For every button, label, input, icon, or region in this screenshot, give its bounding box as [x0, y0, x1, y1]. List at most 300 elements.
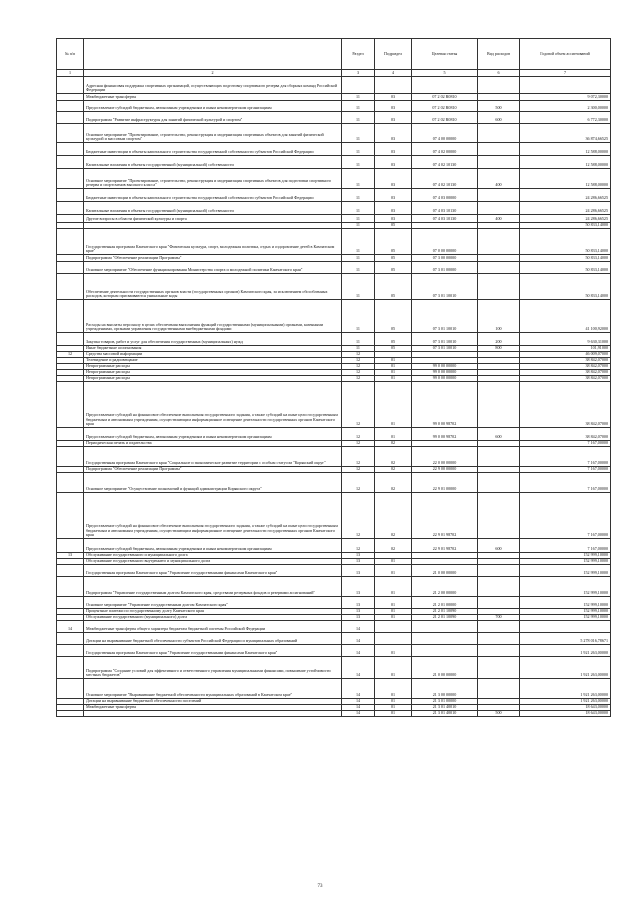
table-row — [57, 94, 611, 101]
row-section: 12 — [342, 358, 375, 364]
row-subsection — [375, 621, 412, 633]
row-name: Дотации на выравнивание бюджетной обеспеченности поселений — [84, 699, 342, 705]
row-target-item: 21 2 01 10090 — [412, 609, 478, 615]
column-number-row — [57, 70, 611, 77]
row-section: 11 — [342, 229, 375, 255]
row-target-item: 07 3 01 10010 — [412, 274, 478, 300]
row-expense-type — [478, 633, 520, 645]
column-number: 5 — [412, 70, 478, 77]
row-amount: 152 999,10000 — [520, 553, 611, 559]
row-name: Капитальные вложения в объекты государственной (муниципальной) собственности — [84, 156, 342, 169]
row-amount: 1 921 263,00000 — [520, 699, 611, 705]
row-name: Процентные платежи по государственному долгу Камчатского края — [84, 609, 342, 615]
row-section: 13 — [342, 615, 375, 621]
row-number — [57, 565, 84, 577]
row-name: Иные бюджетные ассигнования — [84, 346, 342, 352]
row-number — [57, 274, 84, 300]
row-name: Непрограммные расходы — [84, 364, 342, 370]
row-target-item: 07 2 02 R0810 — [412, 112, 478, 124]
row-section: 11 — [342, 255, 375, 262]
row-expense-type — [478, 255, 520, 262]
row-section — [342, 77, 375, 94]
table-row — [57, 169, 611, 189]
row-number — [57, 645, 84, 657]
row-name: Подпрограмма "Обеспечение реализации Программы" — [84, 467, 342, 473]
row-section: 11 — [342, 274, 375, 300]
row-amount: 7 167,00000 — [520, 473, 611, 493]
row-subsection: 02 — [375, 441, 412, 447]
row-name: Основное мероприятие "Проектирование, строительство, реконструкция и модернизация спортивных объектов для занятий физической культурой и массовым спортом" — [84, 124, 342, 143]
row-name: Межбюджетные трансферты — [84, 705, 342, 711]
row-expense-type — [478, 493, 520, 539]
row-name: Межбюджетные трансферты — [84, 94, 342, 101]
row-target-item: 07 3 01 10010 — [412, 333, 478, 346]
row-name: Непрограммные расходы — [84, 376, 342, 382]
row-target-item: 07 2 02 R0810 — [412, 94, 478, 101]
row-target-item: 21 3 01 40010 — [412, 711, 478, 717]
row-section: 12 — [342, 382, 375, 428]
row-amount: 7 167,00000 — [520, 447, 611, 467]
row-number: 13 — [57, 553, 84, 559]
row-subsection: 05 — [375, 333, 412, 346]
row-name: Непрограммные расходы — [84, 370, 342, 376]
row-amount: 1 921 263,00000 — [520, 679, 611, 699]
row-amount: 46 009,07000 — [520, 352, 611, 358]
header-annual-amount: Годовой объем ассигнований — [520, 39, 611, 70]
row-subsection: 03 — [375, 169, 412, 189]
row-target-item: 07 3 01 10010 — [412, 300, 478, 333]
row-target-item: 21 3 01 00000 — [412, 699, 478, 705]
row-expense-type — [478, 189, 520, 202]
row-number — [57, 215, 84, 223]
table-row — [57, 493, 611, 539]
row-name: Капитальные вложения в объекты государственной (муниципальной) собственности — [84, 202, 342, 215]
row-subsection: 05 — [375, 300, 412, 333]
table-row — [57, 189, 611, 202]
table-row — [57, 382, 611, 428]
table-row — [57, 428, 611, 441]
row-amount: 152 999,10000 — [520, 615, 611, 621]
row-subsection: 01 — [375, 559, 412, 565]
table-row — [57, 262, 611, 274]
row-amount: 9 072,30000 — [520, 94, 611, 101]
row-name: Закупка товаров, работ и услуг для обеспечения государственных (муниципальных) нужд — [84, 333, 342, 346]
row-expense-type — [478, 577, 520, 597]
row-amount: 7 167,00000 — [520, 493, 611, 539]
row-subsection: 02 — [375, 493, 412, 539]
row-target-item: 07 4 02 10130 — [412, 156, 478, 169]
row-amount: 50 833,14000 — [520, 229, 611, 255]
table-row — [57, 202, 611, 215]
table-row — [57, 112, 611, 124]
row-target-item — [412, 633, 478, 645]
table-row — [57, 577, 611, 597]
row-name: Бюджетные инвестиции в объекты капитального строительства государственной собственности субъектов Российской Федерации — [84, 143, 342, 156]
row-amount: 38 842,07000 — [520, 428, 611, 441]
row-expense-type — [478, 382, 520, 428]
row-target-item: 21 3 01 40010 — [412, 705, 478, 711]
row-section: 13 — [342, 565, 375, 577]
row-target-item: 99 0 00 98702 — [412, 382, 478, 428]
row-target-item: 07 3 00 00000 — [412, 255, 478, 262]
table-row — [57, 215, 611, 223]
row-section: 14 — [342, 633, 375, 645]
row-target-item: 07 4 00 00000 — [412, 124, 478, 143]
row-number — [57, 597, 84, 609]
row-target-item: 07 4 03 10130 — [412, 215, 478, 223]
row-subsection: 03 — [375, 143, 412, 156]
row-target-item: 07 0 00 00000 — [412, 229, 478, 255]
row-section: 12 — [342, 428, 375, 441]
table-row — [57, 447, 611, 467]
row-expense-type: 100 — [478, 300, 520, 333]
row-target-item: 99 0 00 00000 — [412, 370, 478, 376]
table-row — [57, 255, 611, 262]
table-row — [57, 539, 611, 553]
row-number: 14 — [57, 621, 84, 633]
row-name: Государственная программа Камчатского края "Управление государственными финансами Камчатского края" — [84, 565, 342, 577]
row-section: 13 — [342, 609, 375, 615]
row-expense-type: 400 — [478, 215, 520, 223]
row-section: 11 — [342, 333, 375, 346]
row-amount: 24 286,66525 — [520, 215, 611, 223]
row-subsection: 03 — [375, 124, 412, 143]
row-number — [57, 711, 84, 717]
row-amount: 1 921 263,00000 — [520, 657, 611, 679]
header-section: Раздел — [342, 39, 375, 70]
table-row — [57, 711, 611, 717]
row-subsection: 01 — [375, 679, 412, 699]
row-target-item: 21 0 00 00000 — [412, 565, 478, 577]
table-row — [57, 229, 611, 255]
row-subsection: 03 — [375, 202, 412, 215]
row-subsection: 01 — [375, 609, 412, 615]
row-target-item: 22 9 01 98702 — [412, 539, 478, 553]
row-name: Обслуживание государственного внутреннего и муниципального долга — [84, 559, 342, 565]
row-name: Подпрограмма "Развитие инфраструктуры для занятий физической культурой и спортом" — [84, 112, 342, 124]
row-name: Обслуживание государственного (муниципального) долга — [84, 615, 342, 621]
row-amount: 6 772,30000 — [520, 112, 611, 124]
row-amount: 50 833,14000 — [520, 223, 611, 229]
row-target-item: 99 0 00 98702 — [412, 428, 478, 441]
row-target-item: 07 4 02 00000 — [412, 143, 478, 156]
row-expense-type: 500 — [478, 711, 520, 717]
row-expense-type — [478, 621, 520, 633]
row-number — [57, 202, 84, 215]
row-subsection: 01 — [375, 597, 412, 609]
row-expense-type — [478, 645, 520, 657]
table-header — [57, 39, 611, 70]
row-section: 14 — [342, 679, 375, 699]
row-section: 12 — [342, 352, 375, 358]
row-expense-type: 600 — [478, 539, 520, 553]
row-name: Межбюджетные трансферты общего характера бюджетам бюджетной системы Российской Федерации — [84, 621, 342, 633]
row-expense-type — [478, 565, 520, 577]
row-section: 12 — [342, 370, 375, 376]
row-number — [57, 657, 84, 679]
row-name: Телевидение и радиовещание — [84, 358, 342, 364]
row-expense-type — [478, 77, 520, 94]
row-amount: 38 842,07000 — [520, 358, 611, 364]
row-target-item: 22 9 00 00000 — [412, 467, 478, 473]
row-name: Предоставление субсидий бюджетным, автономным учреждениям и иным некоммерческим организациям — [84, 101, 342, 112]
row-name: Обеспечение деятельности государственных органов власти (государственных органов) Камчатского края, за исключением обособленных расходов, которым присваиваются уникальные коды — [84, 274, 342, 300]
row-expense-type: 600 — [478, 428, 520, 441]
row-target-item: 22 9 01 00000 — [412, 473, 478, 493]
row-subsection: 03 — [375, 215, 412, 223]
row-amount: 7 167,00000 — [520, 539, 611, 553]
row-number — [57, 539, 84, 553]
row-number — [57, 633, 84, 645]
row-subsection: 02 — [375, 467, 412, 473]
row-number — [57, 382, 84, 428]
row-expense-type — [478, 202, 520, 215]
header-expense-type: Вид расходов — [478, 39, 520, 70]
row-expense-type — [478, 657, 520, 679]
column-number: 7 — [520, 70, 611, 77]
row-amount: 152 999,10000 — [520, 565, 611, 577]
row-subsection: 05 — [375, 255, 412, 262]
row-subsection: 03 — [375, 112, 412, 124]
column-number: 1 — [57, 70, 84, 77]
row-section: 11 — [342, 143, 375, 156]
row-subsection: 01 — [375, 382, 412, 428]
row-subsection: 01 — [375, 705, 412, 711]
budget-table — [56, 38, 611, 717]
row-subsection: 01 — [375, 565, 412, 577]
row-amount: 38 842,07000 — [520, 376, 611, 382]
table-row — [57, 645, 611, 657]
row-name: Государственная программа Камчатского края "Социальное и экономическое развитие территории с особым статусом "Корякский округ" — [84, 447, 342, 467]
row-name: Предоставление субсидий бюджетным, автономным учреждениям и иным некоммерческим организациям — [84, 428, 342, 441]
table-row — [57, 77, 611, 94]
row-name: Периодическая печать и издательства — [84, 441, 342, 447]
row-name: Средства массовой информации — [84, 352, 342, 358]
row-amount: 50 833,14000 — [520, 262, 611, 274]
row-subsection: 05 — [375, 274, 412, 300]
table-row — [57, 679, 611, 699]
row-expense-type: 200 — [478, 333, 520, 346]
row-section: 11 — [342, 112, 375, 124]
row-amount: 5 278 016,78671 — [520, 633, 611, 645]
row-section: 12 — [342, 447, 375, 467]
row-target-item: 07 2 02 R0810 — [412, 101, 478, 112]
row-number — [57, 229, 84, 255]
row-subsection: 03 — [375, 101, 412, 112]
column-number: 2 — [84, 70, 342, 77]
row-section: 13 — [342, 577, 375, 597]
table-row — [57, 156, 611, 169]
row-subsection: 01 — [375, 364, 412, 370]
row-section: 11 — [342, 223, 375, 229]
row-number — [57, 156, 84, 169]
row-expense-type: 500 — [478, 101, 520, 112]
row-target-item: 21 2 01 00000 — [412, 597, 478, 609]
row-section: 11 — [342, 94, 375, 101]
row-expense-type — [478, 597, 520, 609]
table-row — [57, 565, 611, 577]
row-target-item: 21 0 00 00000 — [412, 657, 478, 679]
row-amount: 152 999,10000 — [520, 559, 611, 565]
row-name: Основное мероприятие "Управление государственным долгом Камчатского края" — [84, 597, 342, 609]
row-amount: 12 588,00000 — [520, 143, 611, 156]
row-target-item: 07 3 01 00000 — [412, 262, 478, 274]
row-number — [57, 112, 84, 124]
row-section: 11 — [342, 215, 375, 223]
row-expense-type — [478, 143, 520, 156]
row-section: 12 — [342, 467, 375, 473]
row-target-item: 21 2 01 10090 — [412, 615, 478, 621]
row-section: 11 — [342, 169, 375, 189]
row-name: Основное мероприятие "Проектирование, строительство, реконструкция и модернизация спортивных объектов для подготовки спортивного резерва и спортсменов высокого класса" — [84, 169, 342, 189]
row-name: Основное мероприятие "Осуществление полномочий и функций администрации Корякского округа" — [84, 473, 342, 493]
row-amount: 7 167,00000 — [520, 441, 611, 447]
row-amount: 101,91000 — [520, 346, 611, 352]
row-number — [57, 94, 84, 101]
row-amount: 18 643,00000 — [520, 705, 611, 711]
row-name: Расходы на выплаты персоналу в целях обеспечения выполнения функций государственными (муниципальными) органами, казенными учреждениями, органами управления государственными внебюджетными фондами — [84, 300, 342, 333]
row-subsection: 01 — [375, 358, 412, 364]
row-name: Адресная финансовая поддержка спортивных организаций, осуществляющих подготовку спортивного резерва для сборных команд Российской Федерации — [84, 77, 342, 94]
row-amount: 38 842,07000 — [520, 382, 611, 428]
row-target-item: 99 0 00 00000 — [412, 364, 478, 370]
row-section: 14 — [342, 705, 375, 711]
header-subsection: Подраздел — [375, 39, 412, 70]
row-expense-type — [478, 94, 520, 101]
column-number: 3 — [342, 70, 375, 77]
row-name: Основное мероприятие "Обеспечение функционирования Министерства спорта и молодежной политики Камчатского края" — [84, 262, 342, 274]
row-amount: 12 588,00000 — [520, 169, 611, 189]
row-subsection: 01 — [375, 657, 412, 679]
row-subsection: 01 — [375, 577, 412, 597]
row-amount: 18 643,00000 — [520, 711, 611, 717]
row-amount: 41 100,92000 — [520, 300, 611, 333]
header-name — [84, 39, 342, 70]
row-amount: 24 286,66525 — [520, 189, 611, 202]
table-body — [57, 77, 611, 717]
row-section: 11 — [342, 101, 375, 112]
row-number — [57, 255, 84, 262]
row-number — [57, 473, 84, 493]
row-amount: 50 833,14000 — [520, 255, 611, 262]
row-target-item: 07 4 03 00000 — [412, 189, 478, 202]
row-target-item: 21 2 00 00000 — [412, 577, 478, 597]
table-row — [57, 300, 611, 333]
row-subsection: 02 — [375, 447, 412, 467]
row-expense-type — [478, 274, 520, 300]
row-subsection — [375, 77, 412, 94]
row-section: 11 — [342, 300, 375, 333]
row-expense-type: 600 — [478, 112, 520, 124]
row-section: 12 — [342, 376, 375, 382]
row-number — [57, 493, 84, 539]
row-section: 14 — [342, 645, 375, 657]
row-target-item: 21 3 00 00000 — [412, 679, 478, 699]
row-section: 11 — [342, 346, 375, 352]
row-name: Государственная программа Камчатского края "Управление государственными финансами Камчатского края" — [84, 645, 342, 657]
row-name: Предоставление субсидий бюджетным, автономным учреждениям и иным некоммерческим организациям — [84, 539, 342, 553]
row-subsection: 05 — [375, 262, 412, 274]
row-subsection: 05 — [375, 346, 412, 352]
row-section: 13 — [342, 559, 375, 565]
row-subsection: 05 — [375, 229, 412, 255]
row-number: 12 — [57, 352, 84, 358]
row-subsection: 03 — [375, 156, 412, 169]
row-number — [57, 189, 84, 202]
row-name: Предоставление субсидий на финансовое обеспечение выполнения государственного задания, а также субсидий на иные цели государственным бюджетным и автономным учреждениям, осуществляющим информационное освещение деятельности государственных органов Камчатского края — [84, 493, 342, 539]
row-subsection: 01 — [375, 645, 412, 657]
row-name: Дотации на выравнивание бюджетной обеспеченности субъектов Российской Федерации и муниципальных образований — [84, 633, 342, 645]
row-subsection: 01 — [375, 615, 412, 621]
table-row — [57, 101, 611, 112]
row-expense-type — [478, 473, 520, 493]
row-name: Подпрограмма "Управление государственным долгом Камчатского края, средствами резервных фондов и резервами ассигнований" — [84, 577, 342, 597]
row-expense-type: 800 — [478, 346, 520, 352]
header-number: № п/п — [57, 39, 84, 70]
row-subsection: 01 — [375, 699, 412, 705]
row-subsection: 05 — [375, 223, 412, 229]
row-amount: 38 842,07000 — [520, 364, 611, 370]
row-expense-type — [478, 262, 520, 274]
row-subsection: 02 — [375, 473, 412, 493]
row-name: Основное мероприятие "Выравнивание бюджетной обеспеченности муниципальных образований в Камчатском крае" — [84, 679, 342, 699]
row-number — [57, 77, 84, 94]
row-number — [57, 169, 84, 189]
row-amount: 152 999,10000 — [520, 577, 611, 597]
row-amount — [520, 77, 611, 94]
row-subsection: 01 — [375, 370, 412, 376]
row-amount: 7 167,00000 — [520, 467, 611, 473]
row-number — [57, 447, 84, 467]
row-amount: 36 874,66525 — [520, 124, 611, 143]
row-section: 12 — [342, 493, 375, 539]
row-name: Подпрограмма "Создание условий для эффективного и ответственного управления муниципальными финансами, повышение устойчивости местных бюджетов" — [84, 657, 342, 679]
row-section: 12 — [342, 364, 375, 370]
row-target-item: 22 0 00 00000 — [412, 447, 478, 467]
row-target-item: 07 3 01 10010 — [412, 346, 478, 352]
header-target-item: Целевая статья — [412, 39, 478, 70]
row-subsection: 02 — [375, 539, 412, 553]
row-section: 13 — [342, 597, 375, 609]
row-number — [57, 428, 84, 441]
row-subsection: 01 — [375, 711, 412, 717]
table-row — [57, 633, 611, 645]
row-amount: 38 842,07000 — [520, 370, 611, 376]
row-expense-type — [478, 229, 520, 255]
row-subsection — [375, 633, 412, 645]
table-row — [57, 274, 611, 300]
row-amount: 152 999,10000 — [520, 597, 611, 609]
row-number — [57, 300, 84, 333]
page-number: 73 — [317, 884, 323, 889]
table-row — [57, 143, 611, 156]
row-section: 14 — [342, 657, 375, 679]
row-section: 13 — [342, 553, 375, 559]
row-number — [57, 262, 84, 274]
row-amount — [520, 621, 611, 633]
row-amount: 152 999,10000 — [520, 609, 611, 615]
row-target-item — [412, 77, 478, 94]
row-amount: 2 300,00000 — [520, 101, 611, 112]
row-section: 14 — [342, 711, 375, 717]
row-subsection: 01 — [375, 376, 412, 382]
row-expense-type: 700 — [478, 615, 520, 621]
row-expense-type — [478, 124, 520, 143]
row-expense-type — [478, 679, 520, 699]
row-subsection: 03 — [375, 94, 412, 101]
row-section: 11 — [342, 262, 375, 274]
row-name: Обслуживание государственного и муниципального долга — [84, 553, 342, 559]
